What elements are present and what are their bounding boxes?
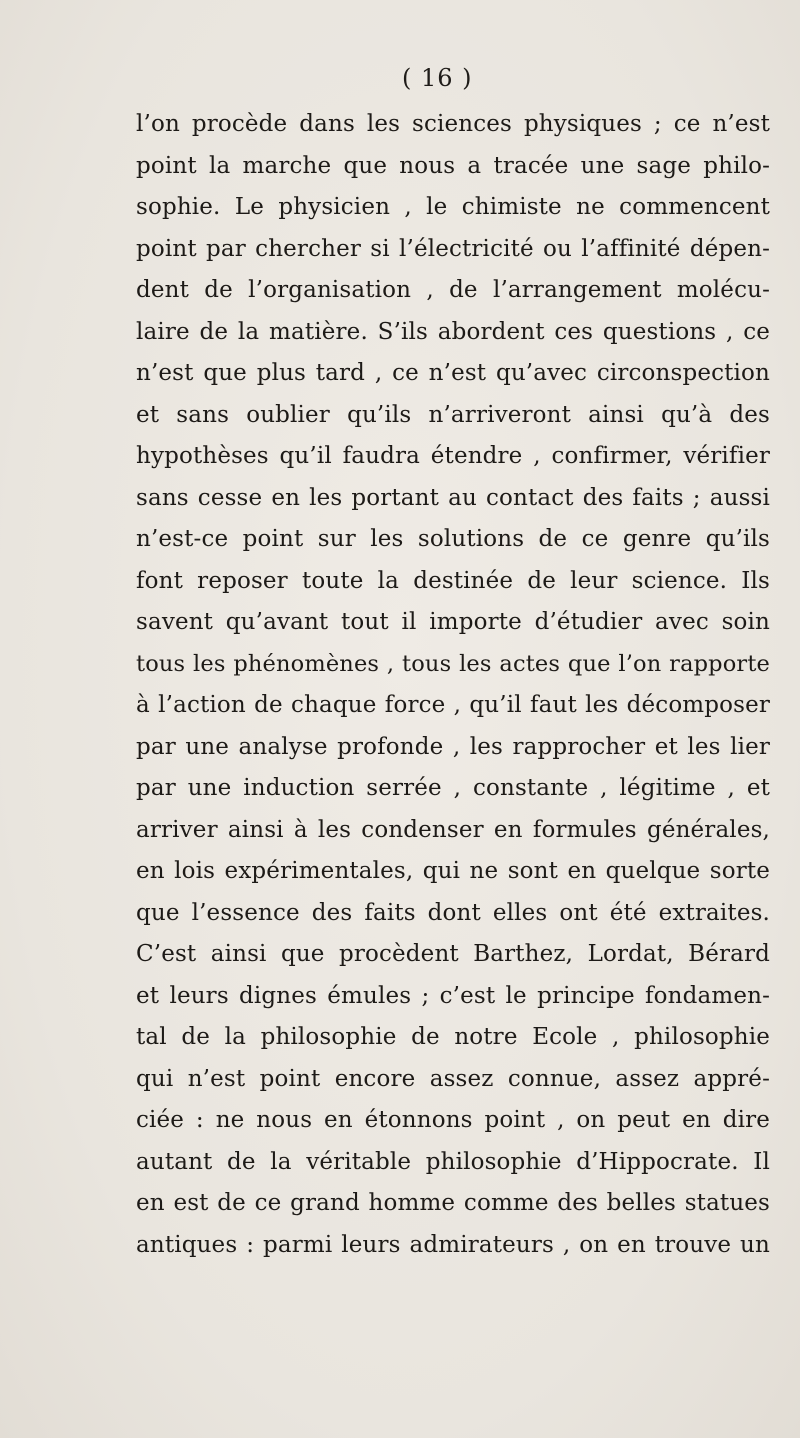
text-line: arriver ainsi à les condenser en formules générales, <box>136 816 770 843</box>
text-line: l’on procède dans les sciences physiques ; ce n’est <box>136 111 770 137</box>
text-line: à l’action de chaque force , qu’il faut les décomposer <box>136 692 770 718</box>
text-line: C’est ainsi que procèdent Barthez, Lordat, Bérard <box>136 941 770 967</box>
text-line: font reposer toute la destinée de leur science. Ils <box>136 567 770 594</box>
text-line: qui n’est point encore assez connue, assez appré- <box>136 1065 770 1092</box>
text-line: ciée : ne nous en étonnons point , on peut en dire <box>136 1107 770 1133</box>
text-line: autant de la véritable philosophie d’Hippocrate. Il <box>136 1148 770 1175</box>
text-line: en est de ce grand homme comme des belles statues <box>136 1190 770 1216</box>
text-line: point la marche que nous a tracée une sage philo- <box>136 152 770 179</box>
text-line: tous les phénomènes , tous les actes que l’on rapporte <box>136 650 770 677</box>
page-number: ( 16 ) <box>402 64 473 92</box>
text-line: et leurs dignes émules ; c’est le principe fondamen- <box>136 982 770 1009</box>
text-line: dent de l’organisation , de l’arrangement molécu- <box>136 277 770 303</box>
text-line: n’est que plus tard , ce n’est qu’avec circonspection <box>136 360 770 386</box>
text-line: par une induction serrée , constante , légitime , et <box>136 775 770 801</box>
text-line: que l’essence des faits dont elles ont été extraites. <box>136 899 770 926</box>
body-text <box>136 104 770 1266</box>
text-line: laire de la matière. S’ils abordent ces questions , ce <box>136 318 770 345</box>
text-line: sophie. Le physicien , le chimiste ne commencent <box>136 194 770 220</box>
text-line: hypothèses qu’il faudra étendre , confirmer, vérifier <box>136 443 770 469</box>
text-line: en lois expérimentales, qui ne sont en quelque sorte <box>136 858 770 884</box>
text-line: par une analyse profonde , les rapprocher et les lier <box>136 733 770 760</box>
text-line: savent qu’avant tout il importe d’étudier avec soin <box>136 609 770 635</box>
text-line: n’est-ce point sur les solutions de ce genre qu’ils <box>136 526 770 552</box>
text-line: antiques : parmi leurs admirateurs , on en trouve un <box>136 1231 770 1258</box>
text-line: tal de la philosophie de notre Ecole , philosophie <box>136 1024 770 1050</box>
text-line: et sans oublier qu’ils n’arriveront ainsi qu’à des <box>136 401 770 428</box>
text-line: point par chercher si l’électricité ou l’affinité dépen- <box>136 235 770 262</box>
text-line: sans cesse en les portant au contact des faits ; aussi <box>136 484 770 511</box>
